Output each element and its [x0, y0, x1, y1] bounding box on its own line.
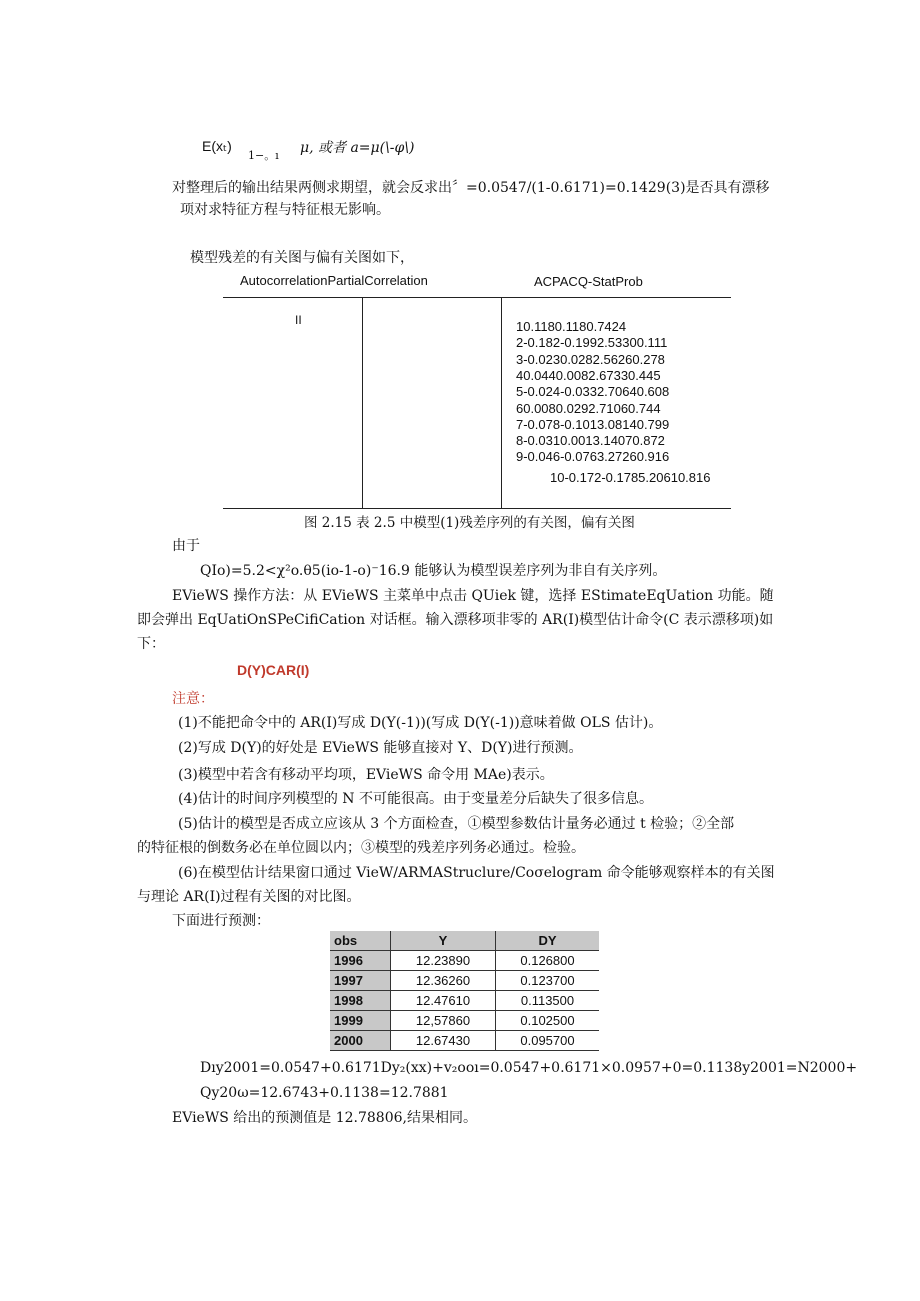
eviews-paragraph: EVieWS 操作方法：从 EVieWS 主菜单中点击 QUiek 键，选择 EStimateEqUation 功能。随即会弹出 EqUatiOnSPeCifiCation 对话框。输入漂移项非零的 AR(I)模型估计命令(C 表示漂移项)如下： [137, 588, 774, 652]
note-item-6: (6)在模型估计结果窗口通过 VieW/ARMAStruclure/Coσelogram 命令能够观察样本的有关图 [178, 865, 775, 881]
forecast-intro: 下面进行预测： [172, 913, 270, 929]
paragraph-drift: 对整理后的输出结果两侧求期望，就会反求出〞=0.0547/(1-0.6171)=0.1429(3)是否具有漂移 [172, 180, 770, 196]
row-dy: 0.113500 [496, 991, 600, 1011]
row-y: 12,57860 [391, 1011, 496, 1031]
q-statistic-line: QIo)=5.2<χ²o.θ5(io-1-o)⁻16.9 能够认为模型误差序列为非自有关序列。 [200, 563, 667, 579]
note-item-5-cont: 的特征根的倒数务必在单位圆以内；③模型的残差序列务必通过。检验。 [137, 840, 585, 856]
correlogram-top-rule [223, 297, 731, 298]
correlogram-bottom-rule [223, 508, 731, 509]
correlogram-row: 10.1180.1180.7424 [516, 319, 627, 334]
correlogram-row: 9-0.046-0.0763.27260.916 [516, 449, 670, 465]
row-obs: 1997 [330, 971, 391, 991]
row-obs: 1998 [330, 991, 391, 1011]
row-dy: 0.102500 [496, 1011, 600, 1031]
row-dy: 0.095700 [496, 1031, 600, 1051]
correlogram-bar: II [295, 313, 302, 327]
note-item: (3)模型中若含有移动平均项，EVieWS 命令用 MAe)表示。 [178, 767, 554, 783]
row-obs: 2000 [330, 1031, 391, 1051]
figure-caption: 图 2.15 表 2.5 中模型(1)残差序列的有关图，偏有关图 [304, 515, 635, 531]
column-header-obs: obs [330, 931, 391, 951]
eviews-command: D(Y)CAR(I) [237, 662, 310, 678]
correlogram-row: 8-0.0310.0013.14070.872 [516, 433, 665, 449]
row-dy: 0.123700 [496, 971, 600, 991]
note-item-6-cont: 与理论 AR(I)过程有关图的对比图。 [137, 889, 361, 905]
paragraph-residual-intro: 模型残差的有关图与偏有关图如下， [190, 250, 414, 266]
forecast-header-row [330, 931, 599, 951]
correlogram-row: 40.0440.0082.67330.445 [516, 367, 661, 383]
correlogram-divider-2 [501, 297, 502, 508]
note-item: (2)写成 D(Y)的好处是 EVieWS 能够直接对 Y、D(Y)进行预测。 [178, 740, 583, 756]
row-obs: 1999 [330, 1011, 391, 1031]
row-y: 12.36260 [391, 971, 496, 991]
forecast-table [330, 931, 599, 1051]
table-row [330, 1011, 599, 1031]
formula-fraction: 1−。ı [248, 149, 279, 162]
row-dy: 0.126800 [496, 951, 600, 971]
correlogram-row: 3-0.0230.0282.56260.278 [516, 351, 665, 367]
calc-line-2: Qy20ω=12.6743+0.1138=12.7881 [200, 1085, 449, 1101]
formula-rhs: μ, 或者 a=μ(\-φ\) [300, 140, 415, 156]
table-row [330, 1031, 599, 1051]
note-label: 注意： [172, 691, 214, 707]
correlogram-divider-1 [362, 297, 363, 508]
column-header-y: Y [391, 931, 496, 951]
note-item: (1)不能把命令中的 AR(I)写成 D(Y(-1))(写成 D(Y(-1))意味着做 OLS 估计)。 [178, 715, 663, 731]
table-row [330, 991, 599, 1011]
row-y: 12.67430 [391, 1031, 496, 1051]
note-item: (4)估计的时间序列模型的 N 不可能很高。由于变量差分后缺失了很多信息。 [178, 791, 653, 807]
correlogram-row: 7-0.078-0.1013.08140.799 [516, 416, 670, 432]
correlogram-row: 5-0.024-0.0332.70640.608 [516, 384, 670, 400]
table-row [330, 951, 599, 971]
calc-line-1: Dıy2001=0.0547+0.6171Dy₂(xx)+v₂ooı=0.0547+0.6171×0.0957+0=0.1138y2001=N2000+ [200, 1060, 858, 1076]
row-y: 12.23890 [391, 951, 496, 971]
row-obs: 1996 [330, 951, 391, 971]
correlogram-row: 60.0080.0292.71060.744 [516, 400, 661, 416]
note-item-5: (5)估计的模型是否成立应该从 3 个方面检查，①模型参数估计量务必通过 t 检验；②全部 [178, 816, 735, 832]
correlogram-row: 10-0.172-0.1785.20610.816 [550, 470, 711, 485]
column-header-dy: DY [496, 931, 600, 951]
correlogram-row: 2-0.182-0.1992.53300.111 [516, 335, 668, 351]
final-sentence: EVieWS 给出的预测值是 12.78806,结果相同。 [172, 1110, 477, 1126]
correlogram-header-right: ACPACQ-StatProb [534, 274, 643, 289]
formula-lhs: E(xₜ) [202, 138, 232, 154]
row-y: 12.47610 [391, 991, 496, 1011]
table-row [330, 971, 599, 991]
correlogram-header-left: AutocorrelationPartialCorrelation [240, 273, 428, 288]
you-yu-label: 由于 [172, 538, 200, 554]
paragraph-drift-cont: 项对求特征方程与特征根无影响。 [180, 202, 390, 218]
